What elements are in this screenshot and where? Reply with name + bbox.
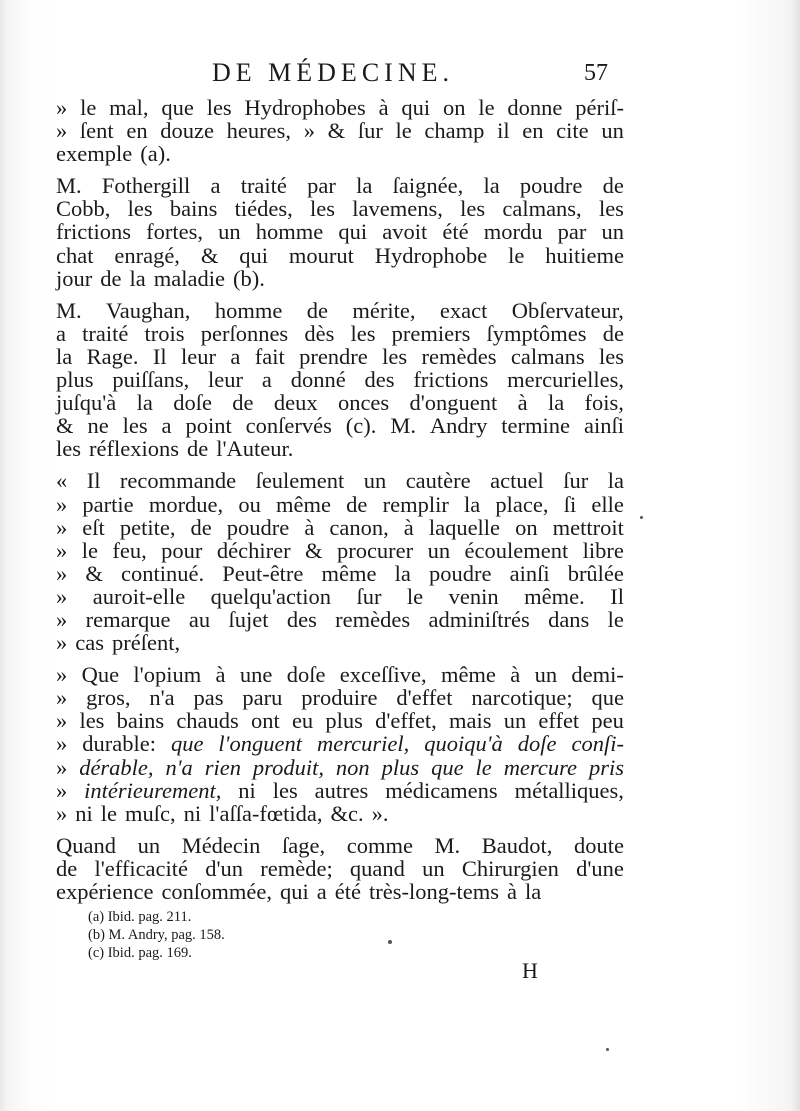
text-line: » ni le muſc, ni l'aſſa-fœtida, &c. ». xyxy=(56,800,389,826)
text-line: plus puiſſans, leur a donné des frictions mercurielles, xyxy=(56,367,624,393)
text-line: chat enragé, & qui mourut Hydrophobe le huitieme xyxy=(56,242,624,268)
text-line: « Il recommande ſeulement un cautère actuel ſur la xyxy=(56,468,624,494)
text-line: Cobb, les bains tiédes, les lavemens, les calmans, les xyxy=(56,196,624,222)
text-line: juſqu'à la doſe de deux onces d'onguent à la fois, xyxy=(56,390,624,416)
ink-speck xyxy=(388,940,392,944)
text-line: » & continué. Peut-être même la poudre ainſi brûlée xyxy=(56,560,624,586)
footnotes xyxy=(88,908,488,962)
text-line: & ne les a point conſervés (c). M. Andry termine ainſi xyxy=(56,413,624,439)
signature-mark: H xyxy=(522,958,538,983)
ink-speck xyxy=(606,1048,609,1051)
paragraph xyxy=(56,96,624,165)
text-line: » remarque au ſujet des remèdes adminiſtrés dans le xyxy=(56,606,624,632)
text-line: M. Fothergill a traité par la ſaignée, la poudre de xyxy=(56,173,624,199)
text-line: la Rage. Il leur a fait prendre les remèdes calmans les xyxy=(56,343,624,369)
footnote: (b) M. Andry, pag. 158. xyxy=(88,927,225,943)
text-line: jour de la maladie (b). xyxy=(56,265,265,291)
paragraph xyxy=(56,299,624,461)
text-line: » partie mordue, ou même de remplir la place, ſi elle xyxy=(56,491,624,517)
body-text xyxy=(56,96,624,903)
footnote: (c) Ibid. pag. 169. xyxy=(88,945,192,961)
text-line: » le feu, pour déchirer & procurer un écoulement libre xyxy=(56,537,624,563)
text-line: » Que l'opium à une doſe exceſſive, même à un demi- xyxy=(56,662,624,688)
ink-speck xyxy=(640,516,643,519)
text-line: » durable: que l'onguent mercuriel, quoiqu'à doſe conſi- xyxy=(56,731,624,757)
text-line: Quand un Médecin ſage, comme M. Baudot, doute xyxy=(56,832,624,858)
paragraph xyxy=(56,663,624,825)
page-number: 57 xyxy=(584,60,608,86)
text-line: » gros, n'a pas paru produire d'effet narcotique; que xyxy=(56,685,624,711)
text-line: » ſent en douze heures, » & ſur le champ il en cite un xyxy=(56,118,624,144)
footnote: (a) Ibid. pag. 211. xyxy=(88,909,192,925)
text-line: les réflexions de l'Auteur. xyxy=(56,436,294,462)
text-line: » intérieurement, ni les autres médicamens métalliques, xyxy=(56,777,624,803)
text-line: a traité trois perſonnes dès les premiers ſymptômes de xyxy=(56,320,624,346)
text-line: » le mal, que les Hydrophobes à qui on le donne périſ- xyxy=(56,95,624,120)
text-line: expérience conſommée, qui a été très-long-tems à la xyxy=(56,879,542,904)
text-line: de l'efficacité d'un remède; quand un Chirurgien d'une xyxy=(56,855,624,881)
text-line: exemple (a). xyxy=(56,141,171,167)
text-line: M. Vaughan, homme de mérite, exact Obſervateur, xyxy=(56,297,624,323)
text-line: » dérable, n'a rien produit, non plus que le mercure pris xyxy=(56,754,624,780)
text-line: » cas préſent, xyxy=(56,630,181,656)
text-line: » les bains chauds ont eu plus d'effet, mais un effet peu xyxy=(56,708,624,734)
text-line: » eſt petite, de poudre à canon, à laquelle on mettroit xyxy=(56,514,624,540)
text-line: frictions fortes, un homme qui avoit été mordu par un xyxy=(56,219,624,245)
paragraph xyxy=(56,174,624,289)
paragraph xyxy=(56,834,624,903)
page-header xyxy=(0,58,800,92)
text-line: » auroit-elle quelqu'action ſur le venin même. Il xyxy=(56,583,624,609)
paragraph xyxy=(56,469,624,654)
running-title: DE MÉDECINE. xyxy=(212,58,454,87)
